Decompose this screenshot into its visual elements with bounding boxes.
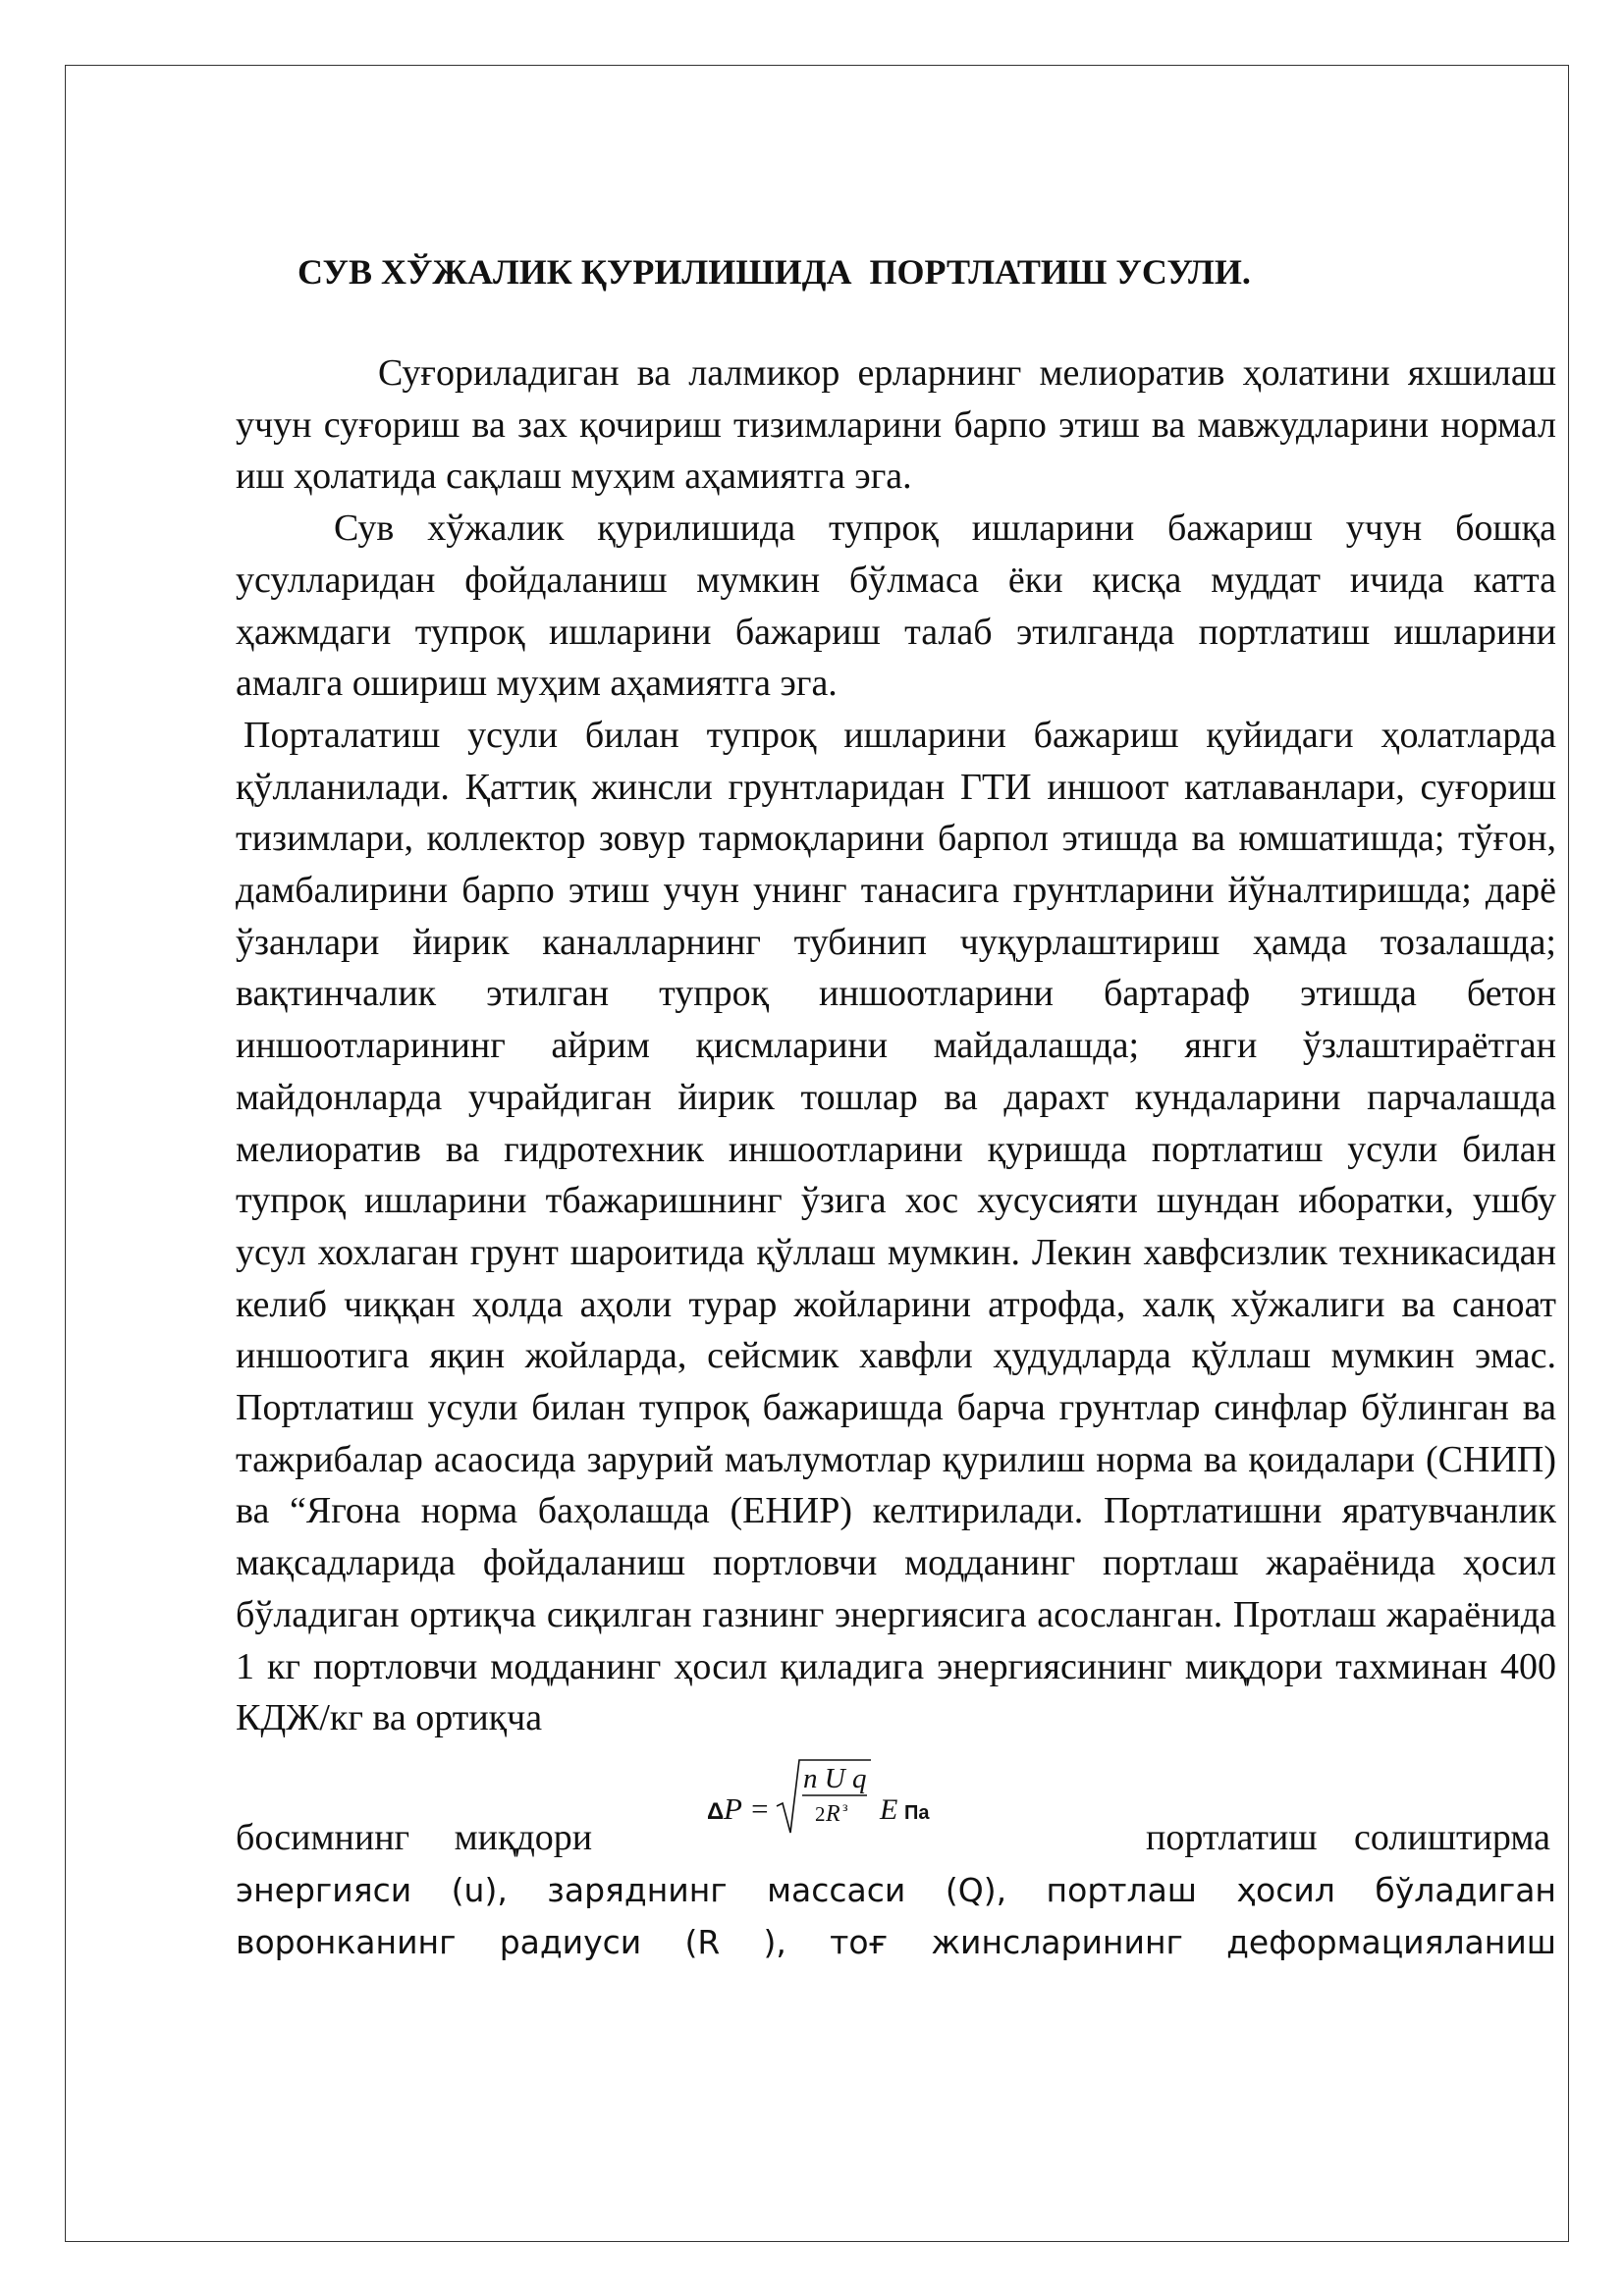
continuation-line-1: энергияси (u), заряднинг массаси (Q), портлаш ҳосил бўладиган (236, 1870, 1556, 1909)
pressure-formula (707, 1752, 933, 1860)
formula-line-after: портлатиш солиштирма (1146, 1816, 1550, 1858)
formula-numerator: n U q (803, 1762, 867, 1794)
formula-denominator-var: R (826, 1800, 840, 1827)
formula-denominator-exp: з (842, 1799, 848, 1815)
paragraph-1: Суғориладиган ва лалмикор ерларнинг мелиоратив ҳолатини яхшилаш учун суғориш ва зах қочириш тизимларини барпо этиш ва мавжудларини нормал иш ҳолатида сақлаш муҳим аҳамиятга эга. (236, 352, 1556, 498)
formula-lhs: P = (724, 1790, 771, 1826)
formula-line-before: босимнинг миқдори (236, 1816, 593, 1858)
formula-delta: Δ (707, 1797, 725, 1825)
paragraph-2: Сув хўжалик қурилишида тупроқ ишларини бажариш учун бошқа усулларидан фойдаланиш мумкин бўлмаса ёки қисқа муддат ичида катта ҳажмдаги тупроқ ишларини бажариш талаб этилганда портлатиш ишларини амалга ошириш муҳим аҳамиятга эга. (236, 507, 1556, 705)
document-body (236, 245, 1556, 1968)
formula-factor: E (880, 1792, 898, 1826)
formula-unit: Па (904, 1801, 930, 1824)
continuation-line-2: воронканинг радиуси (R ), тоғ жинсларининг деформацияланиш (236, 1922, 1556, 1961)
document-title: СУВ ХЎЖАЛИК ҚУРИЛИШИДА ПОРТЛАТИШ УСУЛИ. (298, 252, 1251, 292)
paragraph-3: Порталатиш усули билан тупроқ ишларини бажариш қуйидаги ҳолатларда қўлланилади. Қаттиқ жинсли грунтларидан ГТИ иншоот катлаванлари, суғориш тизимлари, коллектор зовур тармоқларини барпол этишда ва юмшатишда; тўғон, дамбалирини барпо этиш учун унинг танасига грунтларини йўналтиришда; дарё ўзанлари йирик каналларнинг тубинип чуқурлаштириш ҳамда тозалашда; вақтинчалик этилган тупроқ иншоотларини бартараф этишда бетон иншоотларининг айрим қисмларини майдалашда; янги ўзлаштираётган майдонларда учрайдиган йирик тошлар ва дарахт кундаларини парчалашда мелиоратив ва гидротехник иншоотларини қуришда портлатиш усули билан тупроқ ишларини тбажаришнинг ўзига хос хусусияти шундан иборатки, ушбу усул хохлаган грунт шароитида қўллаш мумкин. Лекин хавфсизлик техникасидан келиб чиққан ҳолда аҳоли турар жойларини атрофда, халқ хўжалиги ва саноат иншоотига яқин жойларда, сейсмик хавфли ҳудудларда қўллаш мумкин эмас. Портлатиш усули билан тупроқ бажаришда барча грунтлар синфлар бўлинган ва тажрибалар асаосида зарурий маълумотлар қурилиш норма ва қоидалари (СНИП) ва “Ягона норма баҳолашда (ЕНИР) келтирилади. Портлатишни яратувчанлик мақсадларида фойдаланиш портловчи модданинг портлаш жараёнида ҳосил бўладиган ортиқча сиқилган газнинг энергиясига асосланган. Протлаш жараёнида 1 кг портловчи модданинг ҳосил қиладига энергиясининг миқдори тахминан 400 КДЖ/кг ва ортиқча (236, 714, 1556, 1739)
formula-line (236, 1752, 1556, 1865)
formula-denominator-coef: 2 (815, 1801, 826, 1826)
